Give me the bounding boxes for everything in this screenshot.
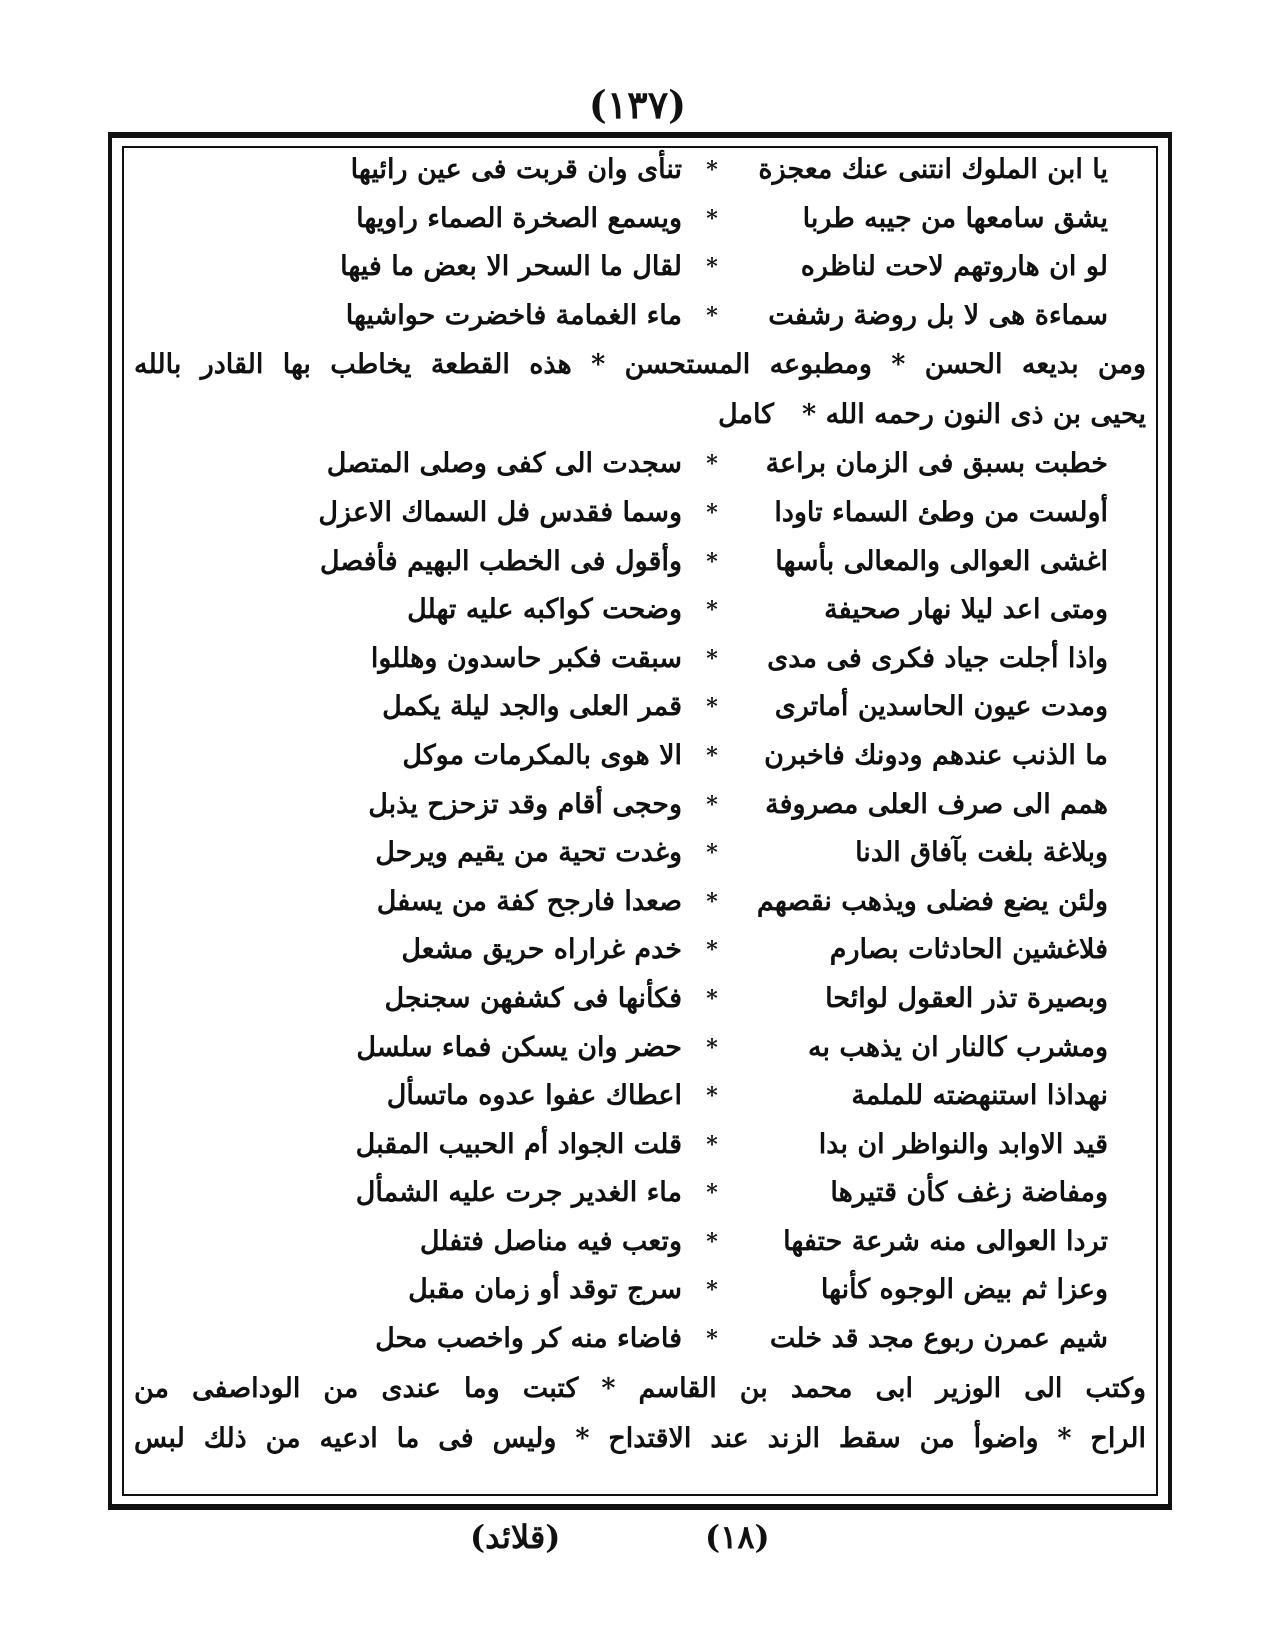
verse-second-hemistich: وضحت كواكبه عليه تهلل: [407, 594, 682, 626]
verse-first-hemistich: ولئن يضع فضلى ويذهب نقصهم: [756, 885, 1108, 917]
verse-second-hemistich: حضر وان يسكن فماء سلسل: [356, 1031, 682, 1063]
verse-first-hemistich: نهداذا استنهضته للملمة: [851, 1080, 1108, 1112]
verse-separator: *: [706, 840, 718, 867]
verse-second-hemistich: سبقت فكبر حاسدون وهللوا: [370, 642, 682, 674]
closing-line: الراح * واضوأ من سقط الزند عند الاقتداح * وليس فى ما ادعيه من ذلك لبس: [134, 1422, 1146, 1454]
verse-separator: *: [706, 1228, 718, 1255]
verse-line: [128, 1072, 1152, 1121]
footer-signature-number: (١٨): [705, 1518, 770, 1556]
verse-second-hemistich: سجدت الى كفى وصلى المتصل: [326, 448, 682, 480]
verse-first-hemistich: قيد الاوابد والنواظر ان بدا: [818, 1128, 1108, 1160]
verse-second-hemistich: وغدت تحية من يقيم ويرحل: [375, 837, 682, 869]
verse-separator: *: [706, 548, 718, 575]
verse-line: [128, 1121, 1152, 1170]
verse-line: [128, 1218, 1152, 1267]
verse-line: [128, 440, 1152, 489]
verse-first-hemistich: ومفاضة زغف كأن قتيرها: [830, 1177, 1108, 1209]
verse-first-hemistich: يشق سامعها من جيبه طربا: [802, 202, 1108, 234]
verse-line: [128, 1266, 1152, 1315]
verse-separator: *: [706, 1083, 718, 1110]
verse-line: [128, 489, 1152, 538]
verse-first-hemistich: يا ابن الملوك انتنى عنك معجزة: [758, 154, 1108, 185]
verse-first-hemistich: تردا العوالى منه شرعة حتفها: [783, 1225, 1108, 1257]
verse-separator: *: [706, 302, 718, 329]
verse-second-hemistich: وأقول فى الخطب البهيم فأفصل: [319, 545, 682, 577]
verse-second-hemistich: وحجى أقام وقد تزحزح يذبل: [368, 788, 682, 820]
verse-second-hemistich: فكأنها فى كشفهن سجنجل: [384, 982, 682, 1014]
verse-second-hemistich: قلت الجواد أم الحبيب المقبل: [355, 1128, 682, 1160]
verse-second-hemistich: تنأى وان قربت فى عين رائيها: [350, 154, 682, 185]
verse-line: [128, 975, 1152, 1024]
verse-separator: *: [706, 985, 718, 1012]
verse-second-hemistich: خدم غراراه حريق مشعل: [401, 934, 682, 966]
verse-line: [128, 1169, 1152, 1218]
footer-book-title: (قلائد): [470, 1518, 561, 1556]
page-footer: [0, 1518, 1275, 1578]
verse-line: [128, 829, 1152, 878]
verse-separator: *: [706, 1277, 718, 1304]
verse-separator: *: [706, 937, 718, 964]
verse-second-hemistich: وتعب فيه مناصل فتفلل: [419, 1225, 682, 1257]
verse-line: [128, 243, 1152, 292]
poem-meter: كامل: [718, 399, 775, 431]
verse-separator: *: [706, 205, 718, 232]
verse-first-hemistich: ومشرب كالنار ان يذهب به: [808, 1031, 1108, 1063]
verse-separator: *: [706, 694, 718, 721]
verse-second-hemistich: ويسمع الصخرة الصماء راويها: [356, 202, 682, 234]
verse-line: [128, 586, 1152, 635]
verse-first-hemistich: فلاغشين الحادثات بصارم: [829, 934, 1108, 966]
verse-first-hemistich: ومدت عيون الحاسدين أماترى: [774, 691, 1108, 723]
verse-line: [128, 195, 1152, 244]
verse-line: [128, 781, 1152, 830]
verse-separator: *: [706, 1131, 718, 1158]
verse-first-hemistich: شيم عمرن ربوع مجد قد خلت: [769, 1323, 1108, 1355]
verse-separator: *: [706, 1326, 718, 1353]
verse-line: [128, 635, 1152, 684]
verse-second-hemistich: وسما فقدس فل السماك الاعزل: [318, 496, 682, 528]
verse-first-hemistich: همم الى صرف العلى مصروفة: [765, 788, 1108, 820]
page-number: (١٣٧): [588, 82, 687, 127]
verse-line: [128, 538, 1152, 587]
verse-first-hemistich: خطبت بسبق فى الزمان براعة: [765, 448, 1108, 480]
verse-second-hemistich: ماء الغمامة فاخضرت حواشيها: [345, 299, 682, 331]
verse-second-hemistich: ماء الغدير جرت عليه الشمأل: [355, 1177, 682, 1209]
verse-separator: *: [706, 742, 718, 769]
verse-separator: *: [706, 499, 718, 526]
verse-first-hemistich: واذا أجلت جياد فكرى فى مدى: [767, 642, 1108, 674]
verse-separator: *: [706, 1180, 718, 1207]
verse-separator: *: [706, 157, 718, 183]
verse-separator: *: [706, 1034, 718, 1061]
verse-second-hemistich: اعطاك عفوا عدوه ماتسأل: [386, 1080, 682, 1112]
verse-line: [128, 1024, 1152, 1073]
verse-block-main: [128, 440, 1152, 1363]
verse-line: [128, 926, 1152, 975]
verse-first-hemistich: وعزا ثم بيض الوجوه كأنها: [820, 1274, 1108, 1306]
verse-first-hemistich: أولست من وطئ السماء تاودا: [774, 496, 1108, 528]
verse-second-hemistich: قمر العلى والجد ليلة يكمل: [382, 691, 682, 723]
verse-separator: *: [706, 451, 718, 478]
verse-separator: *: [706, 791, 718, 818]
verse-line: [128, 683, 1152, 732]
verse-first-hemistich: سماءة هى لا بل روضة رشفت: [768, 299, 1108, 331]
intro-line: يحيى بن ذى النون رحمه الله *: [802, 399, 1146, 431]
intro-heading: [128, 390, 1152, 440]
verse-second-hemistich: صعدا فارجح كفة من يسفل: [376, 885, 682, 917]
verse-first-hemistich: ومتى اعد ليلا نهار صحيفة: [824, 594, 1108, 626]
verse-line: [128, 1315, 1152, 1364]
verse-second-hemistich: لقال ما السحر الا بعض ما فيها: [340, 251, 682, 283]
verse-first-hemistich: ما الذنب عندهم ودونك فاخبرن: [764, 739, 1108, 771]
verse-separator: *: [706, 645, 718, 672]
verse-first-hemistich: وبلاغة بلغت بآفاق الدنا: [855, 837, 1108, 869]
closing-line: وكتب الى الوزير ابى محمد بن القاسم * كتبت وما عندى من الوداصفى من: [134, 1372, 1146, 1404]
verse-block-top: [128, 146, 1152, 340]
verse-separator: *: [706, 597, 718, 624]
verse-separator: *: [706, 254, 718, 281]
verse-line: [128, 732, 1152, 781]
intro-line: ومن بديعه الحسن * ومطبوعه المستحسن * هذه القطعة يخاطب بها القادر بالله: [134, 349, 1146, 381]
verse-line: [128, 878, 1152, 927]
page-content: [128, 146, 1152, 1464]
verse-line: [128, 292, 1152, 341]
verse-line: [128, 146, 1152, 195]
verse-first-hemistich: وبصيرة تذر العقول لوائحا: [825, 982, 1108, 1014]
verse-second-hemistich: سرج توقد أو زمان مقبل: [408, 1274, 682, 1306]
verse-second-hemistich: فاضاء منه كر واخصب محل: [375, 1323, 682, 1355]
verse-separator: *: [706, 888, 718, 915]
verse-first-hemistich: لو ان هاروتهم لاحت لناظره: [800, 251, 1108, 283]
verse-first-hemistich: اغشى العوالى والمعالى بأسها: [775, 545, 1108, 577]
verse-second-hemistich: الا هوى بالمكرمات موكل: [402, 739, 682, 771]
